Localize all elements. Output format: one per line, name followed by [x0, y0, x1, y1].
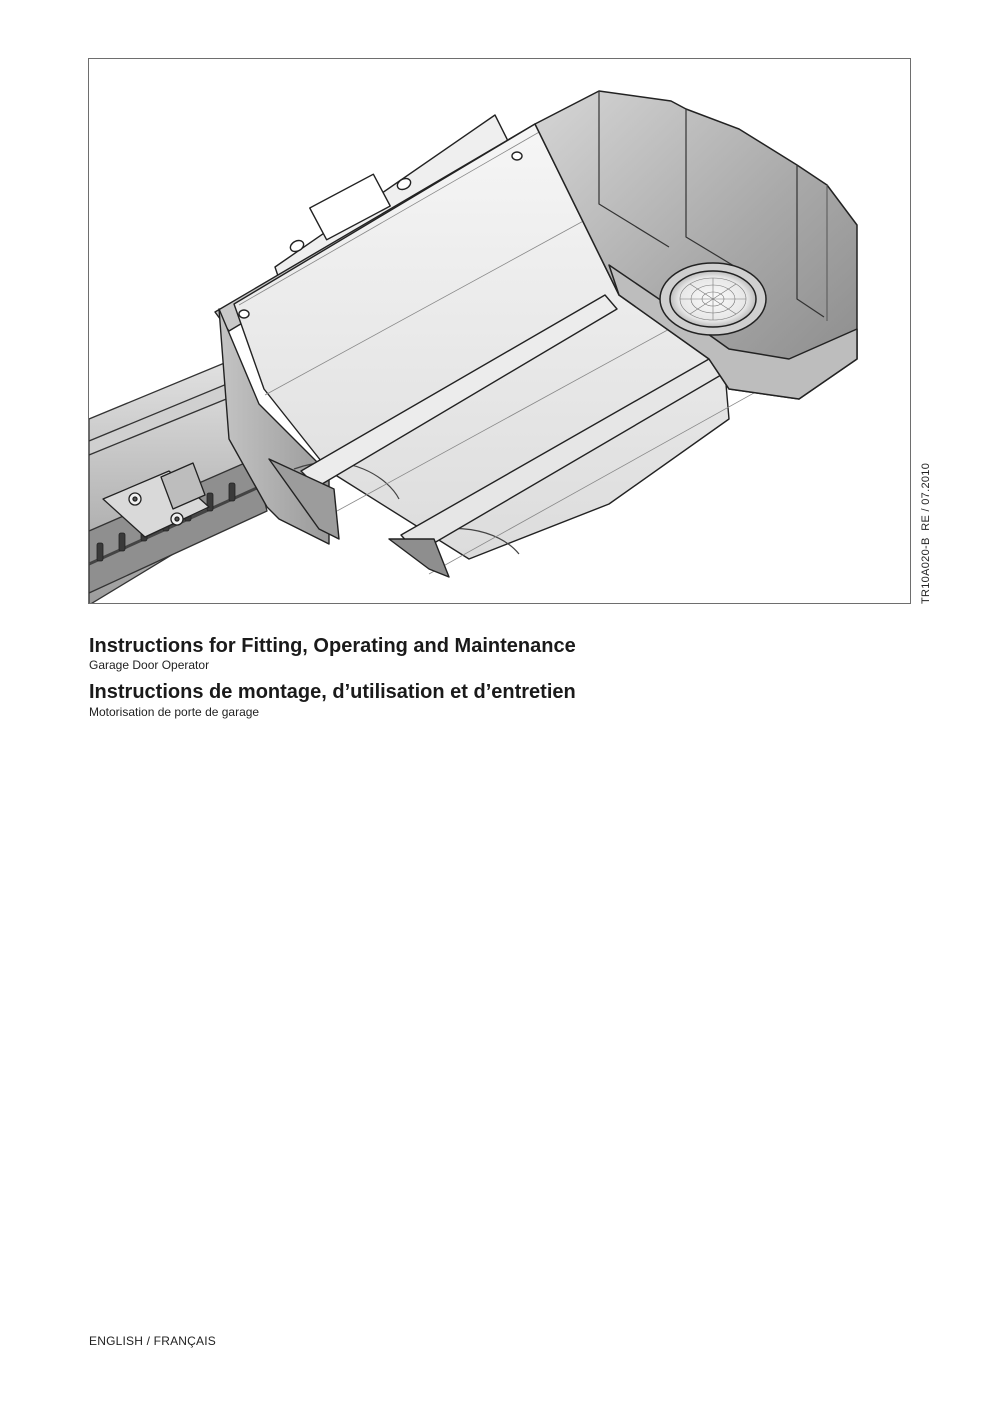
french-subtitle: Motorisation de porte de garage — [89, 705, 260, 719]
language-footer: ENGLISH / FRANÇAIS — [89, 1334, 216, 1348]
product-illustration-frame — [88, 58, 911, 604]
lamp-lens — [660, 263, 766, 335]
garage-door-operator-illustration — [89, 59, 911, 604]
english-subtitle: Garage Door Operator — [89, 658, 210, 672]
english-title: Instructions for Fitting, Operating and Maintenance — [89, 635, 576, 657]
french-title: Instructions de montage, d’utilisation et d’entretien — [89, 681, 576, 703]
document-code: TR10A020-B RE / 07.2010 — [920, 462, 932, 604]
